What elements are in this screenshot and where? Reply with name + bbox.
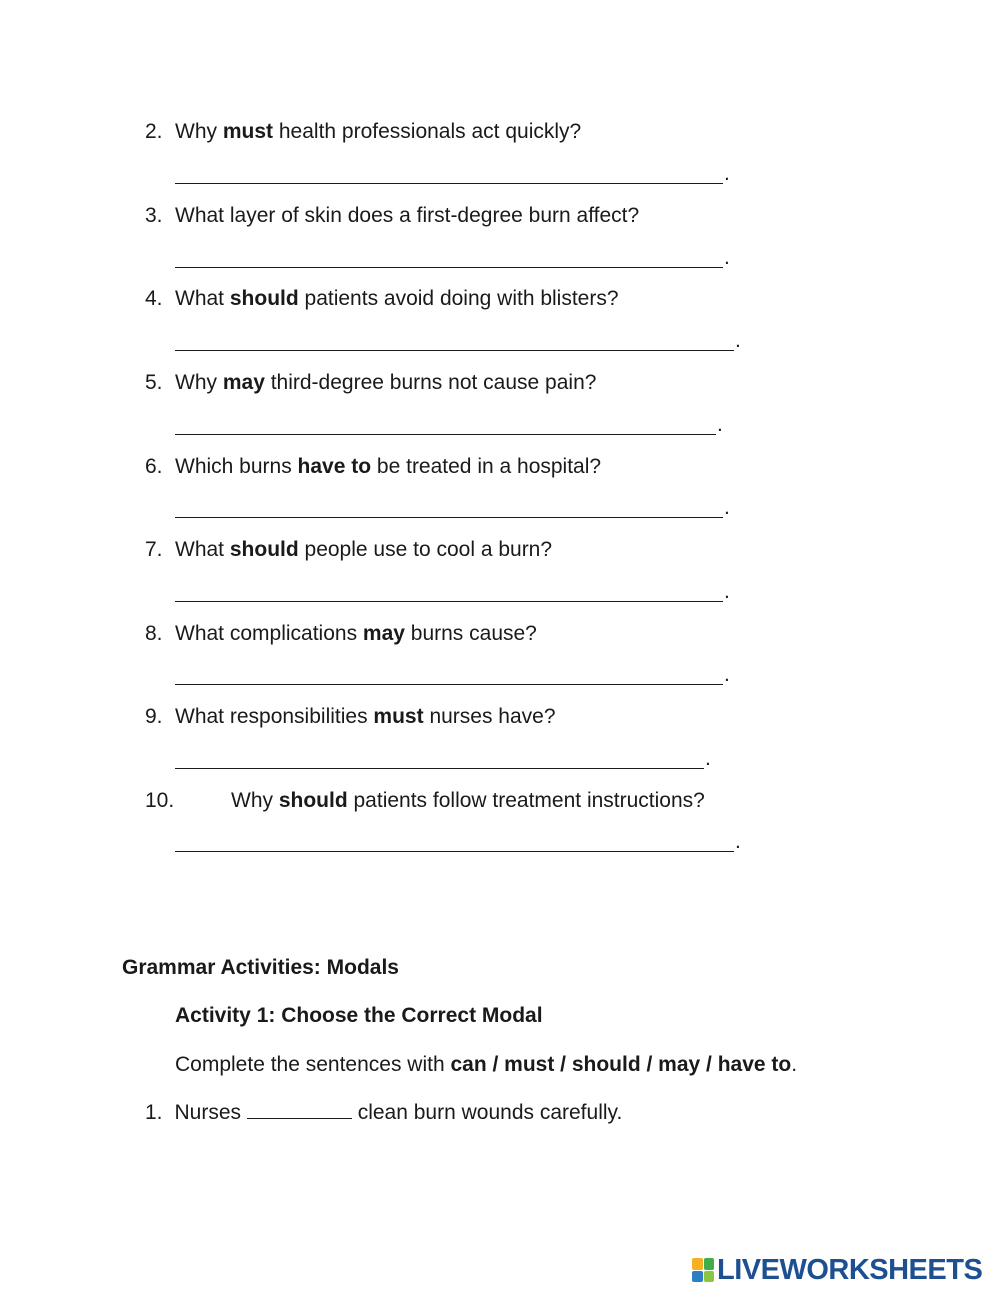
liveworksheets-logo — [692, 1254, 982, 1286]
answer-line-5[interactable]: . — [175, 409, 723, 435]
modal-options: can / must / should / may / have to — [450, 1053, 792, 1076]
question-text: What should people use to cool a burn? — [175, 538, 553, 561]
question-text: Why may third-degree burns not cause pain? — [175, 371, 597, 394]
answer-line-3[interactable]: . — [175, 242, 730, 268]
question-text: What layer of skin does a first-degree burn affect? — [175, 204, 640, 227]
exercise-blank-input[interactable] — [247, 1100, 352, 1119]
exercise-number: 1. — [145, 1101, 163, 1124]
activity-instruction: Complete the sentences with can / must / should / may / have to. — [175, 1053, 798, 1076]
activity-title: Activity 1: Choose the Correct Modal — [175, 1004, 543, 1027]
answer-line-9[interactable]: . — [175, 743, 711, 769]
question-number: 4. — [145, 287, 163, 310]
answer-line-6[interactable]: . — [175, 492, 730, 518]
question-number: 9. — [145, 705, 163, 728]
question-number: 8. — [145, 622, 163, 645]
answer-line-10[interactable]: . — [175, 826, 741, 852]
question-number: 5. — [145, 371, 163, 394]
section-title: Grammar Activities: Modals — [122, 956, 399, 979]
question-text: Which burns have to be treated in a hospital? — [175, 455, 602, 478]
question-number: 7. — [145, 538, 163, 561]
question-text: What should patients avoid doing with blisters? — [175, 287, 619, 310]
answer-line-4[interactable]: . — [175, 325, 741, 351]
question-number: 3. — [145, 204, 163, 227]
question-text: What responsibilities must nurses have? — [175, 705, 556, 728]
exercise-item-1: 1. Nurses clean burn wounds carefully. — [145, 1101, 623, 1124]
question-number: 6. — [145, 455, 163, 478]
question-text: Why must health professionals act quickly? — [175, 120, 582, 143]
question-number: 2. — [145, 120, 163, 143]
brand-wordmark: LIVEWORKSHEETS — [717, 1254, 983, 1286]
question-text: What complications may burns cause? — [175, 622, 537, 645]
logo-icon — [692, 1258, 714, 1282]
question-number: 10. — [145, 789, 175, 812]
question-text: Why should patients follow treatment instructions? — [231, 789, 705, 812]
answer-line-8[interactable]: . — [175, 659, 730, 685]
answer-line-7[interactable]: . — [175, 576, 730, 602]
answer-line-2[interactable]: . — [175, 158, 730, 184]
